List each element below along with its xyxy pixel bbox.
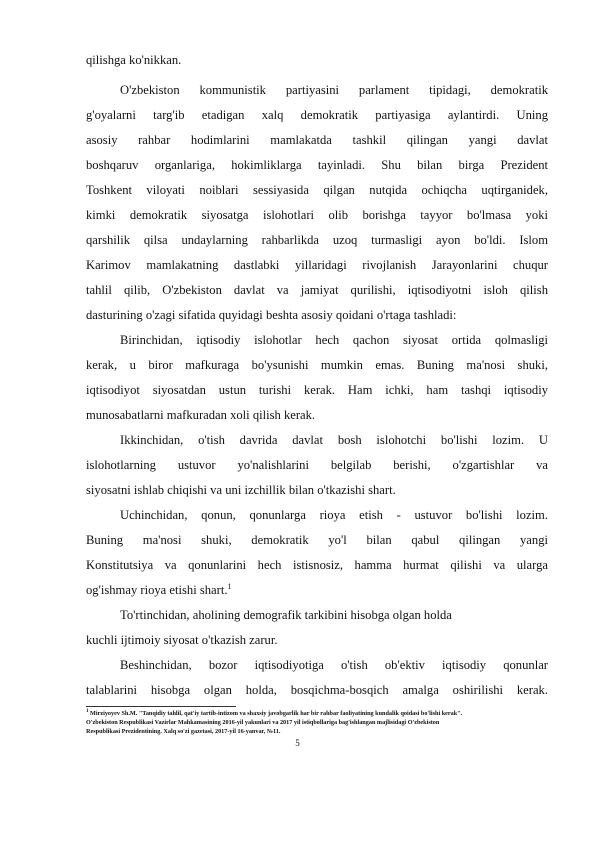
- text-line: kerak, u biror mafkuraga bo'ysunishi mumkin emas. Buning ma'nosi shuki,: [86, 358, 548, 372]
- footnote-line: [86, 710, 548, 718]
- text-line: Karimov mamlakatning dastlabki yillaridagi rivojlanish Jarayonlarini chuqur: [86, 258, 548, 272]
- text-line-content: og'ishmay rioya etishi shart.: [86, 583, 228, 597]
- text-line: qilishga ko'nikkan.: [86, 53, 182, 67]
- text-line: [86, 582, 548, 598]
- text-line: Buning ma'nosi shuki, demokratik yo'l bilan qabul qilingan yangi: [86, 533, 548, 547]
- text-line: Beshinchidan, bozor iqtisodiyotiga o'tish ob'ektiv iqtisodiy qonunlar: [120, 658, 548, 672]
- text-line: islohotlarning ustuvor yo'nalishlarini belgilab berishi, o'zgartishlar va: [86, 458, 548, 472]
- text-line: To'rtinchidan, aholining demografik tarkibini hisobga olgan holda: [120, 608, 452, 622]
- text-line: kimki demokratik siyosatga islohotlari olib borishga tayyor bo'lmasa yoki: [86, 208, 548, 222]
- text-line: talablarini hisobga olgan holda, bosqichma-bosqich amalga oshirilishi kerak.: [86, 683, 548, 697]
- text-line: asosiy rahbar hodimlarini mamlakatda tashkil qilingan yangi davlat: [86, 133, 548, 147]
- text-line: Birinchidan, iqtisodiy islohotlar hech qachon siyosat ortida qolmasligi: [120, 333, 548, 347]
- footnote-marker: 1: [86, 709, 89, 714]
- text-line: Uchinchidan, qonun, qonunlarga rioya etish - ustuvor bo'lishi lozim.: [120, 508, 548, 522]
- text-line: g'oyalarni targ'ib etadigan xalq demokratik partiyasiga aylantirdi. Uning: [86, 108, 548, 122]
- footnote-line: Respublikasi Prezidentining. Xalq so'zi gazetasi, 2017-yil 16-yanvar, №11.: [86, 728, 281, 735]
- text-line: qarshilik qilsa undaylarning rahbarlikda uzoq turmasligi ayon bo'ldi. Islom: [86, 233, 548, 247]
- text-line: Ikkinchidan, o'tish davrida davlat bosh islohotchi bo'lishi lozim. U: [120, 433, 548, 447]
- text-line: Toshkent viloyati noiblari sessiyasida qilgan nutqida ochiqcha uqtirganidek,: [86, 183, 548, 197]
- footnote-divider: [86, 706, 236, 707]
- footnote-text: Mirziyoyev Sh.M. "Tanqidiy tahlil, qat'iy tartib-intizom va shaxsiy javobgarlik har bir rahbar faoliyatining kundalik qoidasi bo'lishi kerak".: [90, 710, 463, 717]
- text-line: dasturining o'zagi sifatida quyidagi beshta asosiy qoidani o'rtaga tashladi:: [86, 308, 457, 322]
- page-number: 5: [295, 738, 300, 748]
- footnote-line: O'zbekiston Respublikasi Vazirlar Mahkamasining 2016-yil yakunlari va 2017 yil istiqbollariga bag'ishlangan majlisidagi O'zbekiston: [86, 719, 440, 726]
- text-line: tahlil qilib, O'zbekiston davlat va jamiyat qurilishi, iqtisodiyotni isloh qilish: [86, 283, 548, 297]
- text-line: iqtisodiyot siyosatdan ustun turishi kerak. Ham ichki, ham tashqi iqtisodiy: [86, 383, 548, 397]
- text-line: O'zbekiston kommunistik partiyasini parlament tipidagi, demokratik: [120, 83, 548, 97]
- text-line: kuchli ijtimoiy siyosat o'tkazish zarur.: [86, 633, 278, 647]
- text-line: boshqaruv organlariga, hokimliklarga tayinladi. Shu bilan birga Prezident: [86, 158, 548, 172]
- footnote-reference[interactable]: 1: [227, 582, 232, 591]
- text-line: Konstitutsiya va qonunlarini hech istisnosiz, hamma hurmat qilishi va ularga: [86, 558, 548, 572]
- text-line: munosabatlarni mafkuradan xoli qilish kerak.: [86, 408, 316, 422]
- text-line: siyosatni ishlab chiqishi va uni izchillik bilan o'tkazishi shart.: [86, 483, 396, 497]
